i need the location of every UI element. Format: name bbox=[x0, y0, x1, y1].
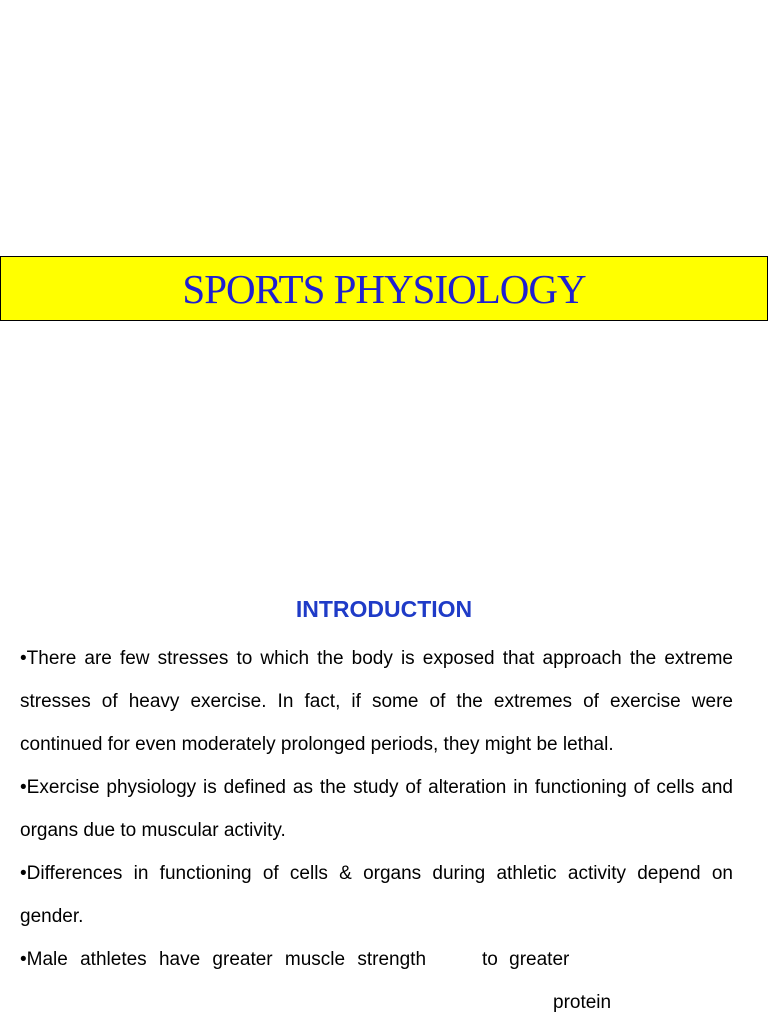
bullet-paragraph bbox=[20, 938, 733, 1024]
title-banner bbox=[0, 256, 768, 321]
page-title: SPORTS PHYSIOLOGY bbox=[182, 265, 586, 312]
section-heading: INTRODUCTION bbox=[295, 596, 473, 622]
bullet-marker: • bbox=[20, 648, 27, 669]
bullet-text: There are few stresses to which the body is exposed that approach the extreme stresses of heavy exercise. In fact, if some of the extremes of exercise were continued for even moderately prolonged periods, they might be lethal. bbox=[20, 648, 733, 755]
bullet-marker: • bbox=[20, 863, 27, 884]
bullet-text-left: Male athletes have greater muscle strength bbox=[26, 949, 427, 970]
bullet-marker: • bbox=[20, 777, 27, 798]
body-content bbox=[20, 637, 733, 1024]
bullet-text: Differences in functioning of cells & organs during athletic activity depend on gender. bbox=[20, 863, 733, 927]
bullet-paragraph bbox=[20, 637, 733, 766]
bullet-text-right: to greater bbox=[482, 949, 570, 970]
bullet-marker: • bbox=[20, 949, 27, 970]
bullet-paragraph bbox=[20, 766, 733, 852]
bullet-text: Exercise physiology is defined as the study of alteration in functioning of cells and organs due to muscular activity. bbox=[20, 777, 733, 841]
bullet-paragraph bbox=[20, 852, 733, 938]
bullet-text-overflow: protein bbox=[553, 992, 612, 1013]
